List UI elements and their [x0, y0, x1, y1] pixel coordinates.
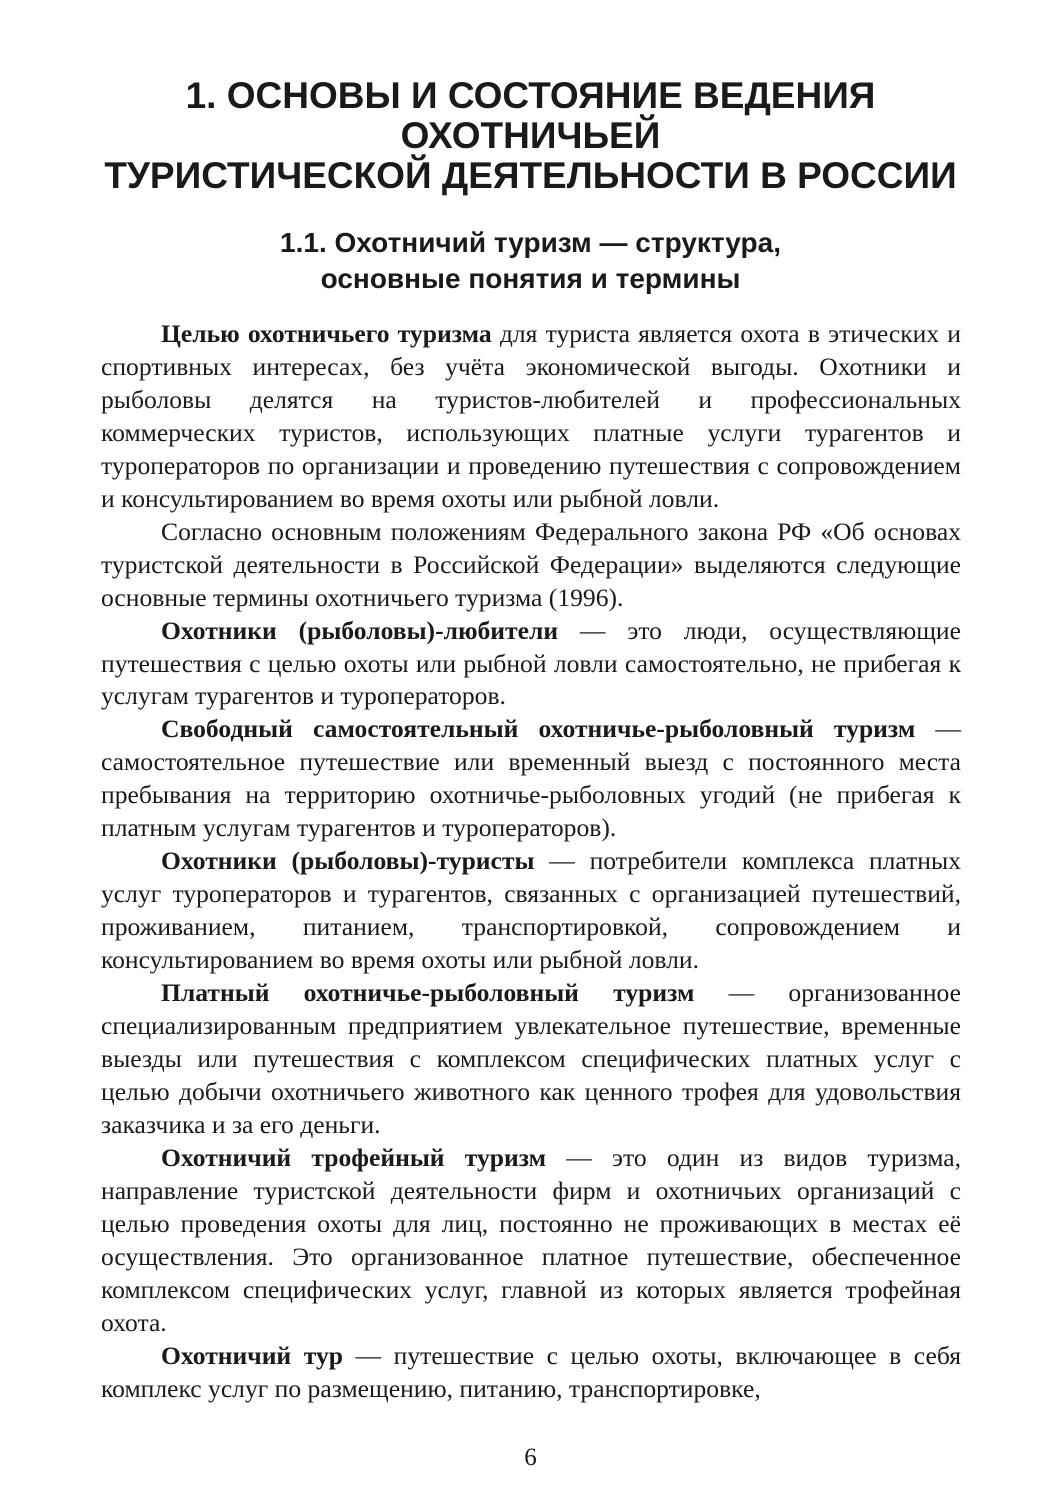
- paragraph-amateurs-text: — это люди, осуществляющие путешествия с целью охоты или рыбной ловли самостоятельно, не прибегая к услугам турагентов и туроператоров.: [101, 615, 961, 711]
- paragraph-tourists: [101, 845, 961, 977]
- term-paid-tourism: Платный охотничье-рыболовный туризм: [161, 978, 695, 1008]
- page-number: 6: [524, 1444, 537, 1471]
- paragraph-free-tourism: [101, 713, 961, 845]
- term-hunting-tour: Охотничий тур: [161, 1340, 343, 1370]
- paragraph-paid-tourism-text: — организованное специализированным предприятием увлекательное путешествие, временные выезды или путешествия с комплексом специфических платных услуг с целью добычи охотничьего животного как ценного трофея для удовольствия заказчика и за его деньги.: [101, 978, 961, 1139]
- body-text: [101, 318, 961, 1405]
- term-free-tourism: Свободный самостоятельный охотничье-рыболовный туризм: [161, 714, 916, 744]
- paragraph-tourists-text: — потребители комплекса платных услуг туроператоров и турагентов, связанных с организацией путешествий, проживанием, питанием, транспортировкой, сопровождением и консультированием во время охоты или рыбной ловли.: [101, 846, 961, 975]
- paragraph-hunting-tour-text: — путешествие с целью охоты, включающее в себя комплекс услуг по размещению, питанию, транспортировке,: [101, 1340, 961, 1403]
- section-title-line-2: основные понятия и термины: [320, 263, 741, 294]
- section-title-line-1: 1.1. Охотничий туризм — структура,: [280, 227, 781, 258]
- chapter-title-line-2: ОХОТНИЧЬЕЙ: [400, 115, 661, 156]
- term-goal: Целью охотничьего туризма: [161, 319, 492, 348]
- paragraph-law: [101, 516, 961, 615]
- term-amateurs: Охотники (рыболовы)-любители: [161, 615, 559, 645]
- chapter-title-line-1: 1. ОСНОВЫ И СОСТОЯНИЕ ВЕДЕНИЯ: [185, 75, 876, 116]
- paragraph-law-text: Согласно основным положениям Федерального закона РФ «Об основах туристской деятельности в Российской Федерации» выделяются следующие основные термины охотничьего туризма (1996).: [101, 516, 961, 612]
- term-trophy-tourism: Охотничий трофейный туризм: [161, 1142, 547, 1172]
- paragraph-trophy-tourism: [101, 1142, 961, 1340]
- chapter-title-line-3: ТУРИСТИЧЕСКОЙ ДЕЯТЕЛЬНОСТИ В РОССИИ: [104, 155, 957, 196]
- paragraph-goal: [101, 318, 961, 516]
- paragraph-hunting-tour: [101, 1340, 961, 1406]
- term-tourists: Охотники (рыболовы)-туристы: [161, 846, 535, 876]
- paragraph-free-tourism-text: — самостоятельное путешествие или временный выезд с постоянного места пребывания на территорию охотничье-рыболовных угодий (не прибегая к платным услугам турагентов и туроператоров).: [101, 714, 961, 843]
- paragraph-paid-tourism: [101, 977, 961, 1142]
- paragraph-trophy-tourism-text: — это один из видов туризма, направление туристской деятельности фирм и охотничьих организаций с целью проведения охоты для лиц, постоянно не проживающих в местах её осуществления. Это организованное платное путешествие, обеспеченное комплексом специфических услуг, главной из которых является трофейная охота.: [101, 1142, 961, 1337]
- section-title: [90, 225, 971, 297]
- paragraph-goal-text: для туриста является охота в этических и спортивных интересах, без учёта экономической выгоды. Охотники и рыболовы делятся на туристов-любителей и профессиональных коммерческих туристов, использующих платные услуги турагентов и туроператоров по организации и проведению путешествия с сопровождением и консультированием во время охоты или рыбной ловли.: [101, 319, 961, 513]
- chapter-title: [90, 76, 971, 196]
- paragraph-amateurs: [101, 615, 961, 714]
